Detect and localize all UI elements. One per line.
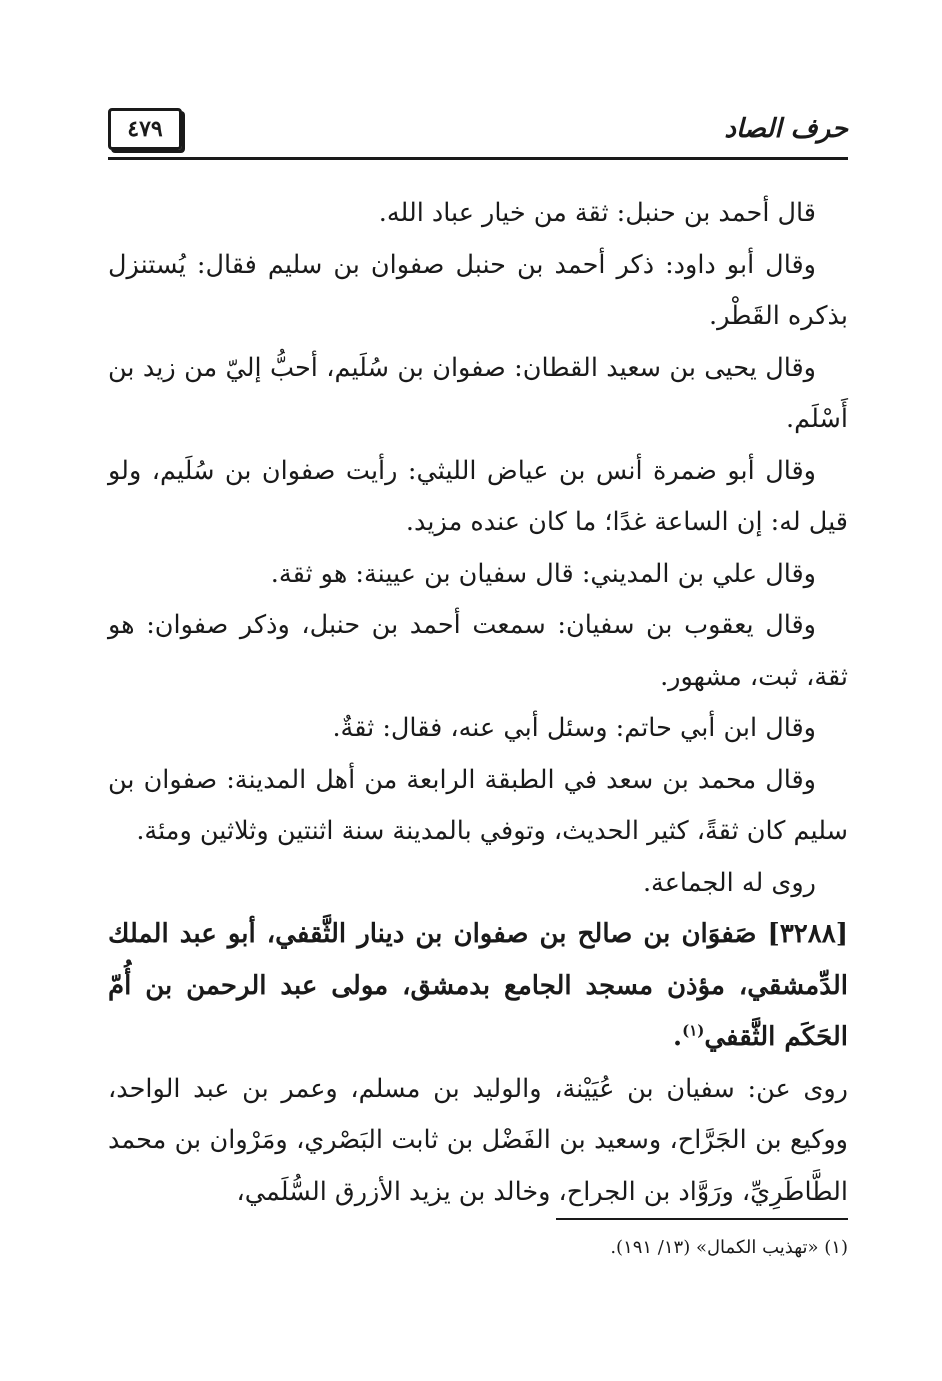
footnote: (١) «تهذيب الكمال» (١٣/ ١٩١). xyxy=(610,1237,848,1258)
footnote-rule xyxy=(556,1218,848,1220)
paragraph: وقال علي بن المديني: قال سفيان بن عيينة: هو ثقة. xyxy=(270,558,816,589)
page-header xyxy=(108,100,848,160)
paragraph: وقال يحيى بن سعيد القطان: صفوان بن سُلَيم، أحبُّ إليّ من زيد بن أَسْلَم. xyxy=(108,352,848,434)
entry-heading xyxy=(108,909,848,1064)
main-text xyxy=(108,188,848,1218)
paragraph: وقال يعقوب بن سفيان: سمعت أحمد بن حنبل، وذكر صفوان: هو ثقة، ثبت، مشهور. xyxy=(108,610,848,692)
paragraph: وقال أبو ضمرة أنس بن عياض الليثي: رأيت صفوان بن سُلَيم، ولو قيل له: إن الساعة غدًا؛ ما كان عنده مزيد. xyxy=(108,455,848,537)
paragraph: قال أحمد بن حنبل: ثقة من خيار عباد الله. xyxy=(378,198,816,228)
page-number: ٤٧٩ xyxy=(108,108,182,150)
entry-end: . xyxy=(673,1022,683,1052)
entry-title: صَفوَان بن صالح بن صفوان بن دينار الثَّقفي، أبو عبد الملك الدِّمشقي، مؤذن مسجد الجامع بدمشق، مولى عبد الرحمن بن أُمّ الحَكَم الثَّقفي xyxy=(108,919,848,1052)
entry-body: روى عن: سفيان بن عُيَيْنة، والوليد بن مسلم، وعمر بن عبد الواحد، ووكيع بن الجَرَّاح، وسعيد بن الفَضْل بن ثابت البَصْري، ومَرْوان بن محمد الطَّاطَرِيِّ، ورَوَّاد بن الجراح، وخالد بن يزيد الأزرق السُّلَمي، xyxy=(108,1073,848,1207)
chapter-title: حرف الصاد xyxy=(724,114,848,144)
paragraph: وقال أبو داود: ذكر أحمد بن حنبل صفوان بن سليم فقال: يُستنزل بذكره القَطْر. xyxy=(108,249,848,331)
paragraph: وقال محمد بن سعد في الطبقة الرابعة من أهل المدينة: صفوان بن سليم كان ثقةً، كثير الحديث، وتوفي بالمدينة سنة اثنتين وثلاثين ومئة. xyxy=(108,764,848,846)
paragraph: وقال ابن أبي حاتم: وسئل أبي عنه، فقال: ثقةٌ. xyxy=(332,713,816,743)
footnote-reference[interactable]: (١) xyxy=(682,1021,705,1040)
header-rule xyxy=(108,157,848,160)
paragraph: روى له الجماعة. xyxy=(642,867,816,898)
entry-number: [٣٢٨٨] xyxy=(767,919,848,949)
